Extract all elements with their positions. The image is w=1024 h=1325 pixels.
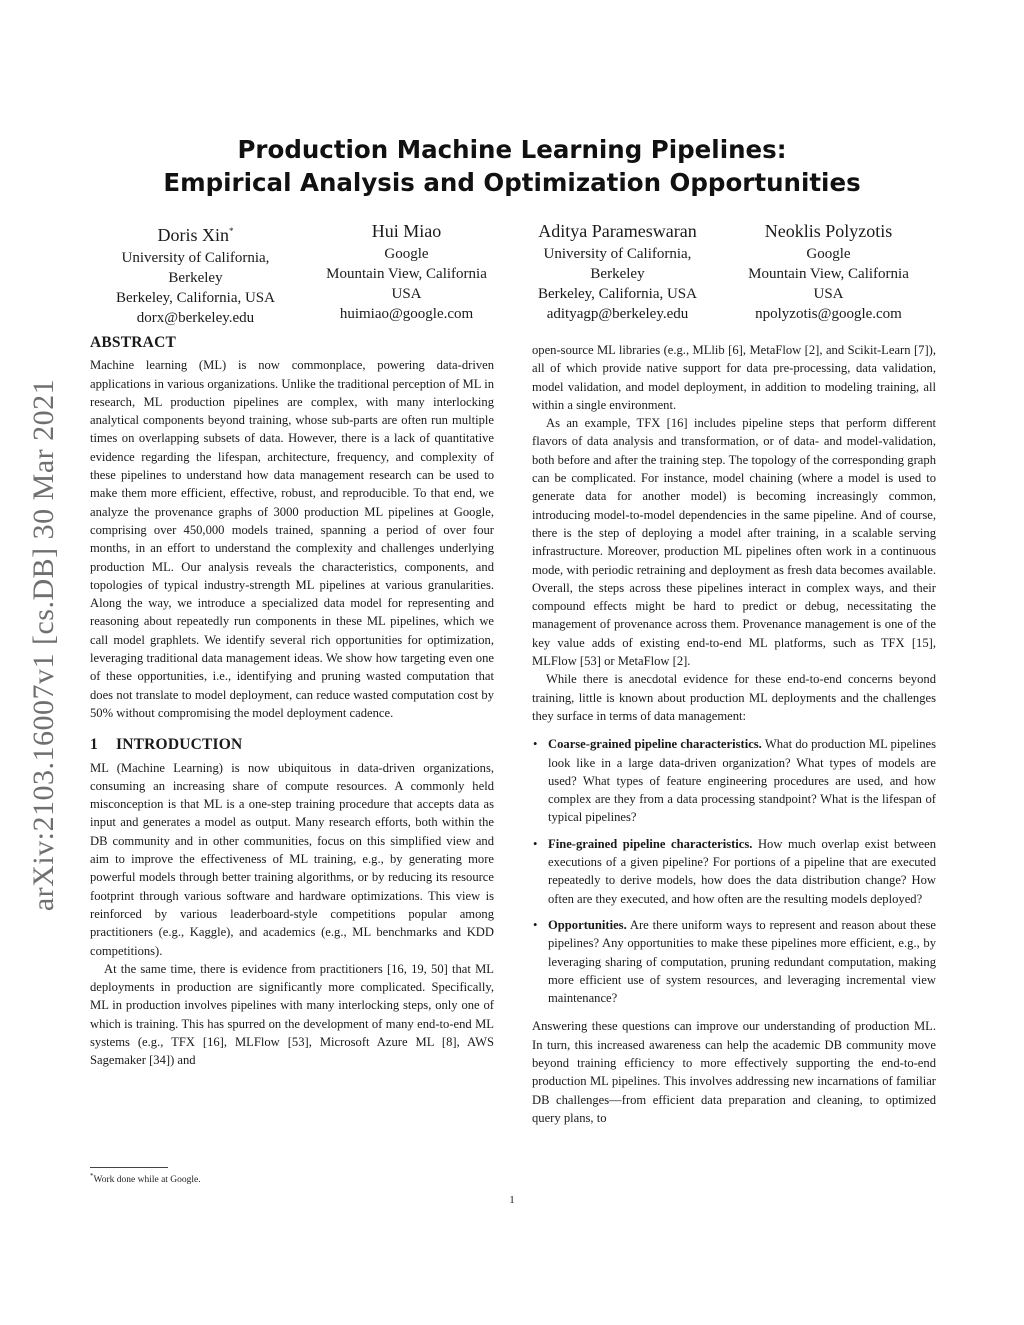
author-affiliation: USA	[813, 286, 844, 302]
title-line-1: Production Machine Learning Pipelines:	[237, 135, 787, 164]
intro-paragraph-1: ML (Machine Learning) is now ubiquitous in data-driven organizations, consuming an increasing share of compute resources. A commonly held misconception is that ML is a one-step training procedure that accepts data as input and generates a model as output. Many research efforts, both within the DB community and in other communities, focus on this simplified view and aim to improve the effectiveness of ML training, e.g., by generating more powerful models through better training algorithms, or by reducing its resource footprint through various software and hardware optimizations. This view is reinforced by various leaderboard-style competitions popular among practitioners (e.g., Kaggle), and academics (e.g., ML benchmarks and KDD competitions).	[90, 760, 494, 958]
author-email: dorx@berkeley.edu	[136, 310, 255, 326]
author-3	[512, 219, 723, 328]
arxiv-identifier	[20, 350, 68, 940]
author-name: Doris Xin	[157, 225, 229, 245]
author-1	[90, 219, 301, 328]
footnote-divider	[90, 1167, 168, 1168]
list-item-title: Coarse-grained pipeline characteristics.	[548, 737, 762, 752]
author-2	[301, 219, 512, 328]
introduction-heading	[90, 736, 494, 754]
author-affiliation: Berkeley	[590, 266, 645, 282]
author-name: Hui Miao	[371, 221, 442, 241]
paragraph-continued: open-source ML libraries (e.g., MLlib [6], MetaFlow [2], and Scikit-Learn [7]), all of which provide native support for data pre-processing, data validation, model validation, and model deployment, in addition to modeling training, all within a single environment.	[532, 343, 936, 412]
author-name: Neoklis Polyzotis	[764, 221, 893, 241]
list-item	[532, 735, 936, 826]
list-item-title: Fine-grained pipeline characteristics.	[548, 836, 753, 851]
author-affiliation: Google	[384, 246, 429, 262]
list-item-text: What do production ML pipelines look like in a large data-driven organization? What types of models are used? What types of feature engineering procedures are used, and how complex are they from a data processing standpoint? What is the lifespan of typical pipelines?	[548, 737, 937, 825]
paragraph-anecdotal: While there is anecdotal evidence for these end-to-end concerns beyond training, little is known about production ML deployments and the challenges they surface in terms of data management:	[532, 672, 936, 723]
section-number: 1	[90, 736, 98, 754]
arxiv-text: arXiv:2103.16007v1 [cs.DB] 30 Mar 2021	[27, 378, 60, 912]
author-4	[723, 219, 934, 328]
intro-paragraph-2: At the same time, there is evidence from practitioners [16, 19, 50] that ML deployments in production are significantly more complicated. Specifically, ML in production involves pipelines with many interlocking steps, only one of which is training. This has spurred on the development of many end-to-end ML systems (e.g., TFX [16], MLFlow [53], Microsoft Azure ML [8], AWS Sagemaker [34]) and	[90, 961, 494, 1068]
list-item	[532, 916, 936, 1007]
author-affiliation: Mountain View, California	[326, 266, 487, 282]
bullet-icon: •	[533, 836, 538, 851]
author-affiliation: Berkeley, California, USA	[116, 290, 275, 306]
footnote-text: Work done while at Google.	[93, 1175, 201, 1186]
author-email: huimiao@google.com	[339, 306, 474, 322]
list-item-text: How much overlap exist between executions of a given pipeline? For portions of a pipeline that are executed repeatedly to derive models, how does the data distribution change? How often are they executed, and how often are the resulting models deployed?	[548, 836, 936, 906]
author-email: adityagp@berkeley.edu	[546, 306, 689, 322]
bullet-icon: •	[533, 917, 538, 932]
paragraph-answering: Answering these questions can improve our understanding of production ML. In turn, this increased awareness can help the academic DB community move beyond training efficiency to more effectively supporting the end-to-end production ML pipelines. This involves addressing new incarnations of familiar DB challenges—from efficient data preparation and cleaning, to optimized query plans, to	[532, 1019, 936, 1125]
question-list	[532, 735, 936, 1007]
title-line-2: Empirical Analysis and Optimization Opportunities	[163, 168, 861, 197]
author-block	[90, 219, 934, 328]
author-affiliation: Google	[806, 246, 851, 262]
author-affiliation: Berkeley, California, USA	[538, 286, 697, 302]
right-column	[532, 341, 936, 1127]
author-affiliation: University of California,	[543, 246, 692, 262]
author-name: Aditya Parameswaran	[538, 221, 697, 241]
author-affiliation: University of California,	[121, 250, 270, 266]
section-title: INTRODUCTION	[116, 736, 243, 754]
paper-title	[90, 133, 934, 199]
author-email: npolyzotis@google.com	[755, 306, 902, 322]
footnote-mark: *	[90, 1172, 94, 1180]
paragraph-tfx-example: As an example, TFX [16] includes pipeline steps that perform different flavors of data analysis and transformation, or of data- and model-validation, both before and after the training step. The topology of the corresponding graph can be complicated. For instance, model chaining (where a model is used to generate data for another model) is becoming increasingly common, introducing model-to-model dependencies in the same pipeline. And of course, there is the step of deploying a model after training, in a scalable serving infrastructure. Moreover, production ML pipelines often work in a continuous mode, with periodic retraining and deployment as fresh data becomes available. Overall, the steps across these pipelines interact in complex ways, and their compound effects might be hard to predict or debug, necessitating the management of provenance across them. Provenance management is one of the key value adds of existing end-to-end ML platforms, such as TFX [15], MLFlow [53] or MetaFlow [2].	[532, 416, 936, 669]
page-number: 1	[509, 1194, 515, 1206]
abstract-text: Machine learning (ML) is now commonplace, powering data-driven applications in various organizations. Unlike the traditional perception of ML in research, ML production pipelines are complex, with many interlocking analytical components beyond training, whose sub-parts are often run multiple times on overlapping subsets of data. However, there is a lack of quantitative evidence regarding the lifespan, architecture, frequency, and complexity of these pipelines to understand how data management research can be used to make them more efficient, effective, robust, and reproducible. To that end, we analyze the provenance graphs of 3000 production ML pipelines at Google, comprising over 450,000 models trained, spanning a period of over four months, in an effort to understand the complexity and challenges underlying production ML. Our analysis reveals the characteristics, components, and topologies of typical industry-strength ML pipelines at various granularities. Along the way, we introduce a specialized data model for representing and reasoning about repeatedly run components in these ML pipelines, which we call model graphlets. We identify several rich opportunities for optimization, leveraging traditional data management ideas. We show how targeting even one of these opportunities, i.e., identifying and pruning wasted computation that does not translate to model deployment, can reduce wasted computation cost by 50% without compromising the model deployment cadence.	[90, 358, 494, 720]
author-affiliation: Mountain View, California	[748, 266, 909, 282]
list-item-text: Are there uniform ways to represent and reason about these pipelines? Any opportunities to make these pipelines more efficient, e.g., by leveraging sharing of computation, pruning redundant computation, making more efficient use of system resources, and leveraging incremental view maintenance?	[548, 917, 936, 1006]
list-item-title: Opportunities.	[548, 917, 627, 932]
left-column	[90, 334, 494, 1070]
author-footnote-mark: *	[229, 226, 234, 236]
footnote	[90, 1172, 201, 1185]
author-affiliation: USA	[391, 286, 422, 302]
author-affiliation: Berkeley	[168, 270, 223, 286]
bullet-icon: •	[533, 737, 538, 752]
abstract-heading: ABSTRACT	[90, 334, 177, 351]
list-item	[532, 835, 936, 908]
